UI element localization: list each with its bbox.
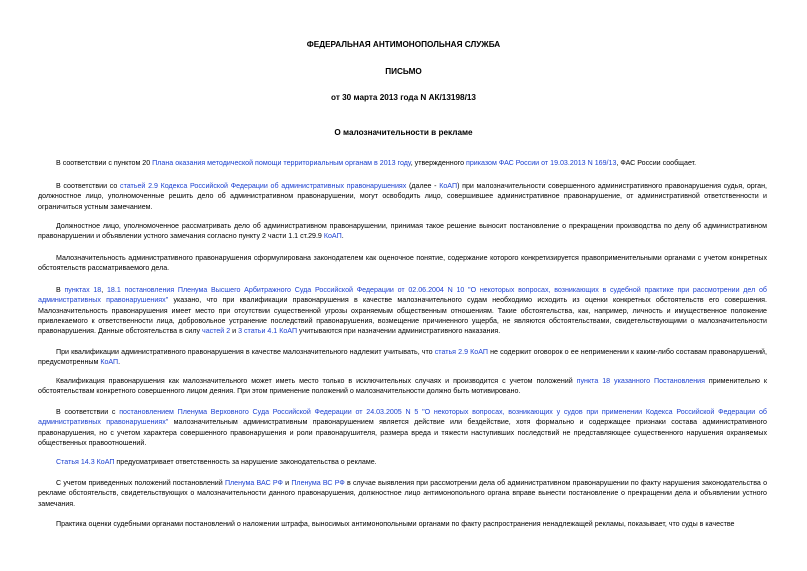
text-run: Должностное лицо, уполномоченное рассматривать дело об административном правонарушении, принимая такое решение выносит постановление о прекращении производства по делу об административном правонарушении и объявлении устного замечания согласно пункту 2 части 1.1 ст.29.9 [38,222,767,241]
link-vs-plenum[interactable]: Пленума ВС РФ [291,479,345,487]
text-run: С учетом приведенных положений постановлений [56,479,225,487]
text-run: учитываются при назначении административного наказания. [297,327,501,336]
text-run: ) при малозначительности совершенного административного правонарушения судья, орган, должностное лицо, уполномоченные решить дело об административном правонарушении, могут освободить лицо, совершившее административное правонарушение, от административной ответственности и ограничиться устным замечанием. [38,182,767,211]
text-run: и [230,327,239,336]
paragraph-6 [38,347,767,368]
text-run: в случае выявления при рассмотрении дела об административном правонарушении по факту нарушения законодательства о рекламе обстоятельств, свидетельствующих о малозначительности данного правонарушения, должностное лицо антимонопольного органа вправе вынести постановление о прекращении дела и объявлении устного замечания. [38,479,768,508]
link-article-14-3-koap[interactable]: Статья 14.3 КоАП [56,458,115,466]
paragraph-11 [38,519,767,529]
text-run: , утвержденного [410,159,467,167]
text-run: предусматривает ответственность за нарушение законодательства о рекламе. [114,458,377,466]
text-run: (далее - [406,182,440,190]
paragraph-7 [38,376,767,397]
link-item-18-resolution[interactable]: пункта 18 указанного Постановления [576,377,705,385]
text-run: . [118,358,121,367]
link-vas-plenum[interactable]: Пленума ВАС РФ [224,479,283,487]
text-run: В соответствии с пунктом 20 [56,159,153,167]
paragraph-5 [38,285,767,336]
text-run: Малозначительность административного правонарушения сформулирована законодателем как оценочное понятие, содержание которого конкретизируется правоприменительными органами с учетом конкретных обстоятельств рассматриваемого дела. [38,254,767,273]
text-run: В соответствии со [56,182,121,190]
link-items-18[interactable]: пунктах 18 [64,286,102,294]
text-run: В [56,286,65,294]
link-koap[interactable]: КоАП [439,182,458,190]
paragraph-10 [38,478,767,509]
link-koap[interactable]: КоАП [323,232,342,241]
link-parts-2[interactable]: частей 2 [202,327,231,336]
text-run: . [341,232,344,241]
link-article-2-9-koap[interactable]: статьей 2.9 Кодекса Российской Федерации об административных правонарушениях [120,182,407,190]
date-number-heading: от 30 марта 2013 года N АК/13198/13 [331,93,476,102]
document-type-heading: ПИСЬМО [385,67,422,76]
paragraph-1 [38,158,767,168]
link-vas-plenum-resolution[interactable]: 18.1 постановления Пленума Высшего Арбитражного Суда Российской Федерации от 02.06.2004 N 10 "О некоторых вопросах, возникающих в судебной практике при рассмотрении дел об административных правонарушениях" [38,286,767,305]
text-run: В соответствии с [56,408,120,416]
paragraph-9 [38,457,767,467]
text-run: применительно к обстоятельствам конкретного совершенного лицом деяния. При этом применение положений о малозначительности должно быть мотивировано. [38,377,767,396]
paragraph-3 [38,221,767,242]
text-run: При квалификации административного правонарушения в качестве малозначительного надлежит учитывать, что [56,348,435,356]
link-koap[interactable]: КоАП [100,358,119,367]
link-article-4-1-koap[interactable]: 3 статьи 4.1 КоАП [238,327,298,336]
paragraph-2 [38,181,767,212]
text-run: Квалификация правонарушения как малозначительного может иметь место только в исключительных случаях и производится с учетом положений [56,377,577,385]
text-run: , ФАС России сообщает. [616,159,697,167]
text-run: , [101,286,107,294]
text-run: и [282,479,292,487]
link-vs-plenum-resolution[interactable]: постановлением Пленума Верховного Суда Российской Федерации от 24.03.2005 N 5 "О некоторых вопросах, возникающих у судов при применении Кодекса Российской Федерации об административных правонарушениях" [38,408,767,427]
text-run: малозначительным административным правонарушением является действие или бездействие, хотя формально и содержащее признаки состава административного правонарушения, но с учетом характера совершенного правонарушения и роли правонарушителя, размера вреда и тяжести наступивших последствий не представляющее существенного нарушения охраняемых общественных правоотношений. [38,418,767,447]
link-methodical-plan[interactable]: Плана оказания методической помощи территориальным органам в 2013 году [152,159,411,167]
text-run: Практика оценки судебными органами постановлений о наложении штрафа, выносимых антимонопольными органами по факту распространения ненадлежащей рекламы, показывает, что суды в качестве [56,520,735,528]
paragraph-8 [38,407,767,448]
text-run: не содержит оговорок о ее неприменении к каким-либо составам правонарушений, предусмотренным [38,348,767,367]
agency-heading: ФЕДЕРАЛЬНАЯ АНТИМОНОПОЛЬНАЯ СЛУЖБА [306,40,501,49]
link-article-2-9-koap[interactable]: статья 2.9 КоАП [434,348,488,356]
link-fas-order[interactable]: приказом ФАС России от 19.03.2013 N 169/13 [466,159,617,167]
document-title: О малозначительности в рекламе [334,128,473,137]
text-run: указано, что при квалификации правонарушения в качестве малозначительного судам необходимо исходить из оценки конкретных обстоятельств его совершения. Малозначительность правонарушения имеет место при отсутствии существенной угрозы охраняемым общественным отношениям. Такие обстоятельства, как, например, личность и имущественное положение привлекаемого к ответственности лица, добровольное устранение последствий правонарушения, возмещение причиненного ущерба, не являются обстоятельствами, свидетельствующими о малозначительности правонарушения. Данные обстоятельства в силу [38,296,767,336]
paragraph-4 [38,253,767,274]
